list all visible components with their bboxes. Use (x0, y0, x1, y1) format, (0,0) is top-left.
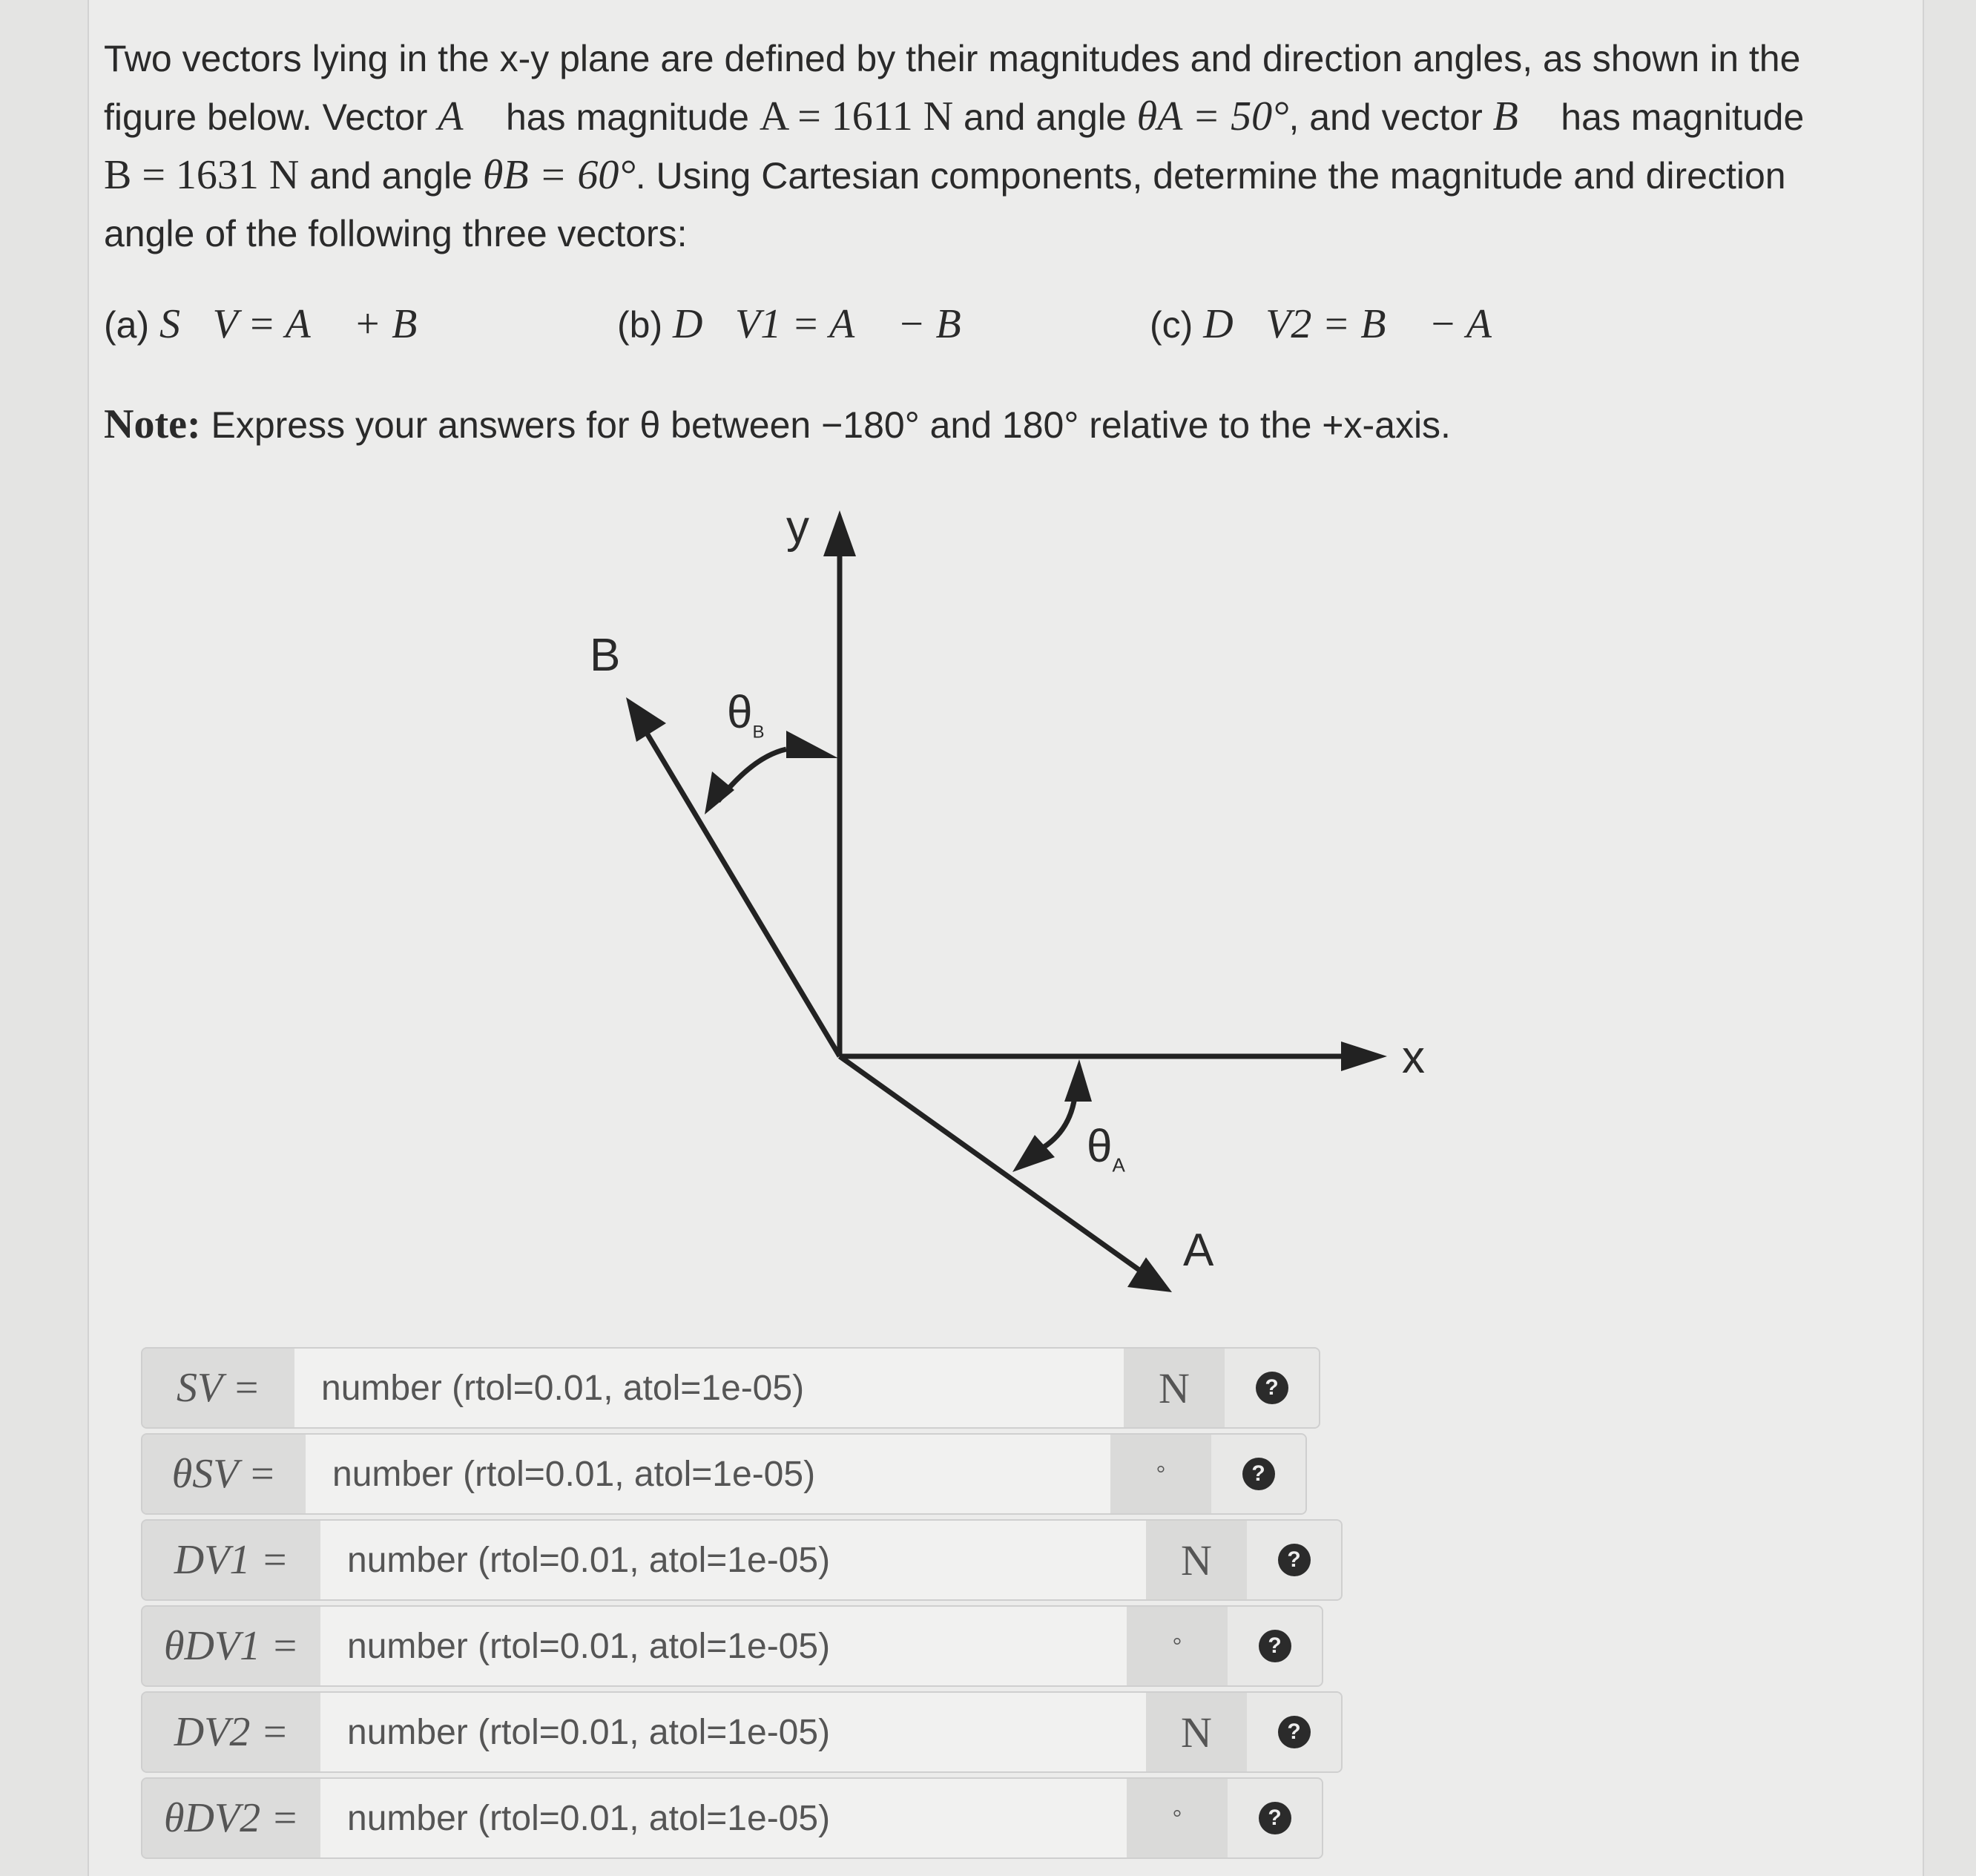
vector-b-line (645, 731, 840, 1056)
text: and angle (299, 155, 483, 197)
vector-a: A⃗ (438, 93, 496, 139)
x-axis-arrowhead (1341, 1041, 1387, 1071)
text: , and vector (1288, 96, 1493, 138)
unit-label: ° (1127, 1607, 1228, 1685)
magnitude-a: A = 1611 N (759, 93, 954, 139)
part-label: (c) (1150, 304, 1193, 346)
answer-label: SV = (142, 1349, 294, 1427)
text: figure below. Vector (104, 96, 438, 138)
vector-a-label: A (1183, 1225, 1214, 1276)
help-button[interactable] (1225, 1349, 1319, 1427)
answer-row-dv1 (141, 1519, 1343, 1601)
help-icon: ? (1259, 1802, 1291, 1834)
help-button[interactable] (1228, 1607, 1322, 1685)
answer-label: θDV1 = (142, 1607, 320, 1685)
magnitude-b: B = 1631 N (104, 152, 300, 198)
help-button[interactable] (1247, 1521, 1341, 1599)
theta-subscript: B (752, 722, 765, 743)
answer-label: DV2 = (142, 1693, 320, 1771)
angle-b: θB = 60° (482, 152, 636, 198)
theta-a-label (1087, 1120, 1125, 1176)
y-axis-label: y (786, 501, 809, 553)
part-label: (b) (617, 304, 663, 346)
sv-input[interactable]: number (rtol=0.01, atol=1e-05) (294, 1349, 1124, 1427)
theta-symbol: θ (727, 687, 753, 738)
text: . Using Cartesian components, determine the magnitude and direction (635, 155, 1786, 197)
unit-label: N (1124, 1349, 1225, 1427)
answer-table (141, 1347, 1320, 1863)
answer-row-dv2 (141, 1691, 1343, 1773)
part-expr: D⃗V2 = B⃗ − A⃗ (1203, 301, 1524, 347)
text: has magnitude (495, 96, 760, 138)
vector-a-arrowhead (1127, 1257, 1172, 1292)
dv1-input[interactable]: number (rtol=0.01, atol=1e-05) (320, 1521, 1146, 1599)
vector-b: B⃗ (1492, 93, 1551, 139)
theta-a-arrowhead-top (1064, 1059, 1092, 1102)
x-axis-label: x (1402, 1032, 1425, 1083)
answer-label: θSV = (142, 1435, 306, 1513)
answer-row-theta-dv2 (141, 1777, 1323, 1859)
theta-sv-input[interactable]: number (rtol=0.01, atol=1e-05) (306, 1435, 1110, 1513)
vector-b-arrowhead (626, 697, 666, 742)
help-button[interactable] (1247, 1693, 1341, 1771)
vector-b-label: B (590, 630, 621, 681)
theta-b-label (727, 686, 765, 743)
help-button[interactable] (1211, 1435, 1305, 1513)
note-text: Express your answers for θ between −180° and 180° relative to the +x-axis. (200, 404, 1451, 446)
text: Two vectors lying in the x-y plane are defined by their magnitudes and direction angles, as shown in the (104, 38, 1801, 79)
answer-row-theta-sv (141, 1433, 1307, 1515)
part-label: (a) (104, 304, 150, 346)
y-axis-arrowhead (823, 510, 856, 556)
unit-label: ° (1110, 1435, 1211, 1513)
unit-label: N (1146, 1521, 1247, 1599)
part-expr: S⃗V = A⃗ + B⃗ (159, 301, 449, 347)
help-icon: ? (1242, 1458, 1275, 1490)
note-label: Note: (104, 401, 201, 447)
theta-b-arrowhead-right (786, 731, 838, 758)
text: and angle (953, 96, 1137, 138)
answer-label: θDV2 = (142, 1779, 320, 1857)
angle-a: θA = 50° (1136, 93, 1289, 139)
theta-symbol: θ (1087, 1121, 1113, 1172)
theta-dv2-input[interactable]: number (rtol=0.01, atol=1e-05) (320, 1779, 1127, 1857)
dv2-input[interactable]: number (rtol=0.01, atol=1e-05) (320, 1693, 1146, 1771)
theta-dv1-input[interactable]: number (rtol=0.01, atol=1e-05) (320, 1607, 1127, 1685)
part-expr: D⃗V1 = A⃗ − B⃗ (673, 301, 994, 347)
help-icon: ? (1259, 1630, 1291, 1662)
help-button[interactable] (1228, 1779, 1322, 1857)
theta-subscript: A (1112, 1153, 1125, 1176)
unit-label: N (1146, 1693, 1247, 1771)
unit-label: ° (1127, 1779, 1228, 1857)
help-icon: ? (1278, 1544, 1311, 1576)
answer-label: DV1 = (142, 1521, 320, 1599)
answer-row-sv (141, 1347, 1320, 1429)
help-icon: ? (1278, 1716, 1311, 1748)
theta-b-arrowhead-left (705, 771, 734, 814)
help-icon: ? (1256, 1372, 1288, 1404)
answer-row-theta-dv1 (141, 1605, 1323, 1687)
text: angle of the following three vectors: (104, 213, 688, 254)
text: has magnitude (1550, 96, 1805, 138)
